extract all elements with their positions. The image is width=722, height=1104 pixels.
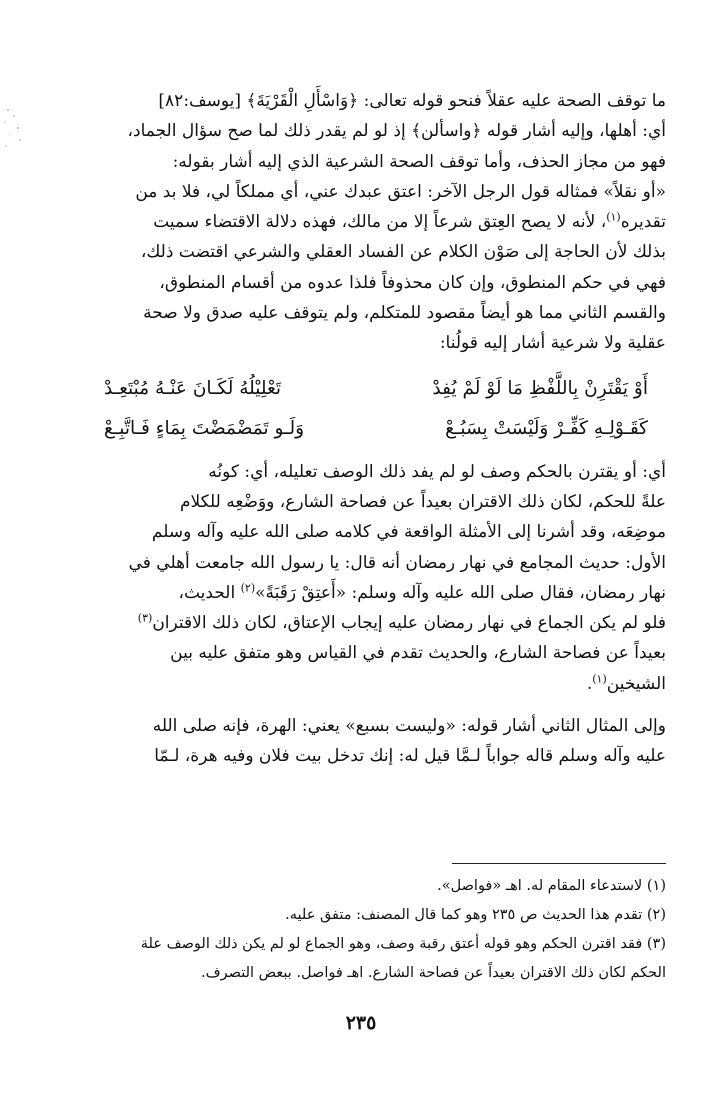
text-segment: فلو لم يكن الجماع في نهار رمضان عليه إيجاب الإعتاق، لكان ذلك الاقتران bbox=[152, 613, 666, 634]
verse-first-hemistich: أَوْ يَقْتَرِنْ بِاللَّفْظِ مَا لَوْ لَمْ يُفِدْ bbox=[432, 377, 648, 399]
poem-verse bbox=[90, 409, 666, 449]
footnote: (٢) تقدم هذا الحديث ص ٢٣٥ وهو كما قال المصنف: متفق عليه. bbox=[285, 907, 666, 923]
text-line: موضِعَه، وقد أشرنا إلى الأمثلة الواقعة في كلامه صلى الله عليه وآله وسلم bbox=[151, 522, 666, 543]
page-number: ٢٣٥ bbox=[345, 1012, 377, 1034]
text-line: أي: أو يقترن بالحكم وصف لو لم يفد ذلك الوصف تعليله، أي: كونُه bbox=[208, 461, 666, 482]
text-segment: . bbox=[586, 673, 593, 694]
verse-second-hemistich: تَعْلِيْلُهُ لَكَـانَ عَنْـهُ مُبْتَعِـدْ bbox=[104, 377, 282, 399]
text-line bbox=[90, 608, 666, 638]
text-line bbox=[90, 669, 666, 699]
text-line bbox=[90, 207, 666, 237]
text-line: وإلى المثال الثاني أشار قوله: «وليست بسبع» يعني: الهرة، فإنه صلى الله bbox=[152, 716, 666, 737]
footnotes bbox=[90, 872, 666, 988]
poem-verse bbox=[90, 369, 666, 409]
text-line bbox=[90, 578, 666, 608]
text-line: عقلية ولا شرعية أشار إليه قولُنا: bbox=[439, 333, 666, 354]
verse-second-hemistich: وَلَـو تَمَضْمَضْتَ بِمَاءٍ فَـاتَّبِـعْ bbox=[104, 417, 305, 439]
text-segment: تقديره bbox=[620, 212, 666, 233]
text-line: والقسم الثاني مما هو أيضاً مقصود للمتكلم، ولم يتوقف عليه صدق ولا صحة bbox=[143, 303, 666, 324]
footnote: (٣) فقد اقترن الحكم وهو قوله أعتق رقبة وصف، وهو الجماع لو لم يكن ذلك الوصف علة bbox=[140, 936, 666, 952]
text-line: بذلك لأن الحاجة إلى صَوْن الكلام عن الفساد العقلي والشرعي اقتضت ذلك، bbox=[140, 242, 666, 263]
text-line: أي: أهلها، وإليه أشار قوله ﴿واسألن﴾ إذ لو لم يقدر ذلك لما صح سؤال الجماد، bbox=[127, 121, 666, 142]
text-line: فهو من مجاز الحذف، وأما توقف الصحة الشرعية الذي إليه أشار بقوله: bbox=[172, 151, 666, 172]
text-line: علةً للحكم، لكان ذلك الاقتران بعيداً عن فصاحة الشارع، ووَضْعِه للكلام bbox=[179, 491, 666, 512]
footnote-reference: (١) bbox=[592, 672, 607, 686]
text-line: «أو نقلاً» فمثاله قول الرجل الآخر: اعتق عبدك عني، أي مملكاً لي، فلا بد من bbox=[135, 181, 666, 202]
footnote-reference: (٣) bbox=[137, 611, 153, 625]
footnote-continuation: الحكم لكان ذلك الاقتران بعيداً عن فصاحة الشارع. اهـ فواصل. ببعض التصرف. bbox=[201, 965, 666, 981]
text-line: الأول: حديث المجامع في نهار رمضان أنه قال: يا رسول الله جامعت أهلي في bbox=[128, 552, 666, 573]
text-line: ما توقف الصحة عليه عقلاً فنحو قوله تعالى: ﴿وَاسْأَلِ الْقَرْيَةَ﴾ [يوسف:٨٢] bbox=[158, 91, 666, 111]
footnote-divider bbox=[452, 863, 666, 864]
verse-first-hemistich: كَقَـوْلِـهِ كَفِّـرْ وَلَيْسَتْ بِسَبُـعْ bbox=[445, 417, 648, 439]
footnote-reference: (١) bbox=[606, 210, 621, 224]
main-text bbox=[90, 86, 666, 772]
footnote-reference: (٢) bbox=[240, 581, 256, 595]
margin-scan-artifact bbox=[0, 100, 30, 160]
text-segment: الحديث، bbox=[178, 582, 241, 603]
footnote: (١) لاستدعاء المقام له. اهـ «فواصل». bbox=[437, 878, 666, 894]
text-segment: ، لأنه لا يصح العِتق شرعاً إلا من مالك، فهذه دلالة الاقتضاء سميت bbox=[153, 212, 607, 233]
text-line: عليه وآله وسلم قاله جواباً لـمَّا قيل له: إنك تدخل بيت فلان وفيه هرة، لـمّا bbox=[154, 746, 666, 767]
text-segment: الشيخين bbox=[606, 673, 666, 694]
text-line: فهي في حكم المنطوق، وإن كان محذوفاً فلذا عدوه من أقسام المنطوق، bbox=[159, 272, 666, 293]
text-line: بعيداً عن فصاحة الشارع، والحديث تقدم في القياس وهو متفق عليه بين bbox=[170, 643, 666, 664]
text-segment: نهار رمضان، فقال صلى الله عليه وآله وسلم: «أَعتِقْ رَقَبَةً» bbox=[255, 582, 666, 603]
poem-block bbox=[90, 369, 666, 449]
